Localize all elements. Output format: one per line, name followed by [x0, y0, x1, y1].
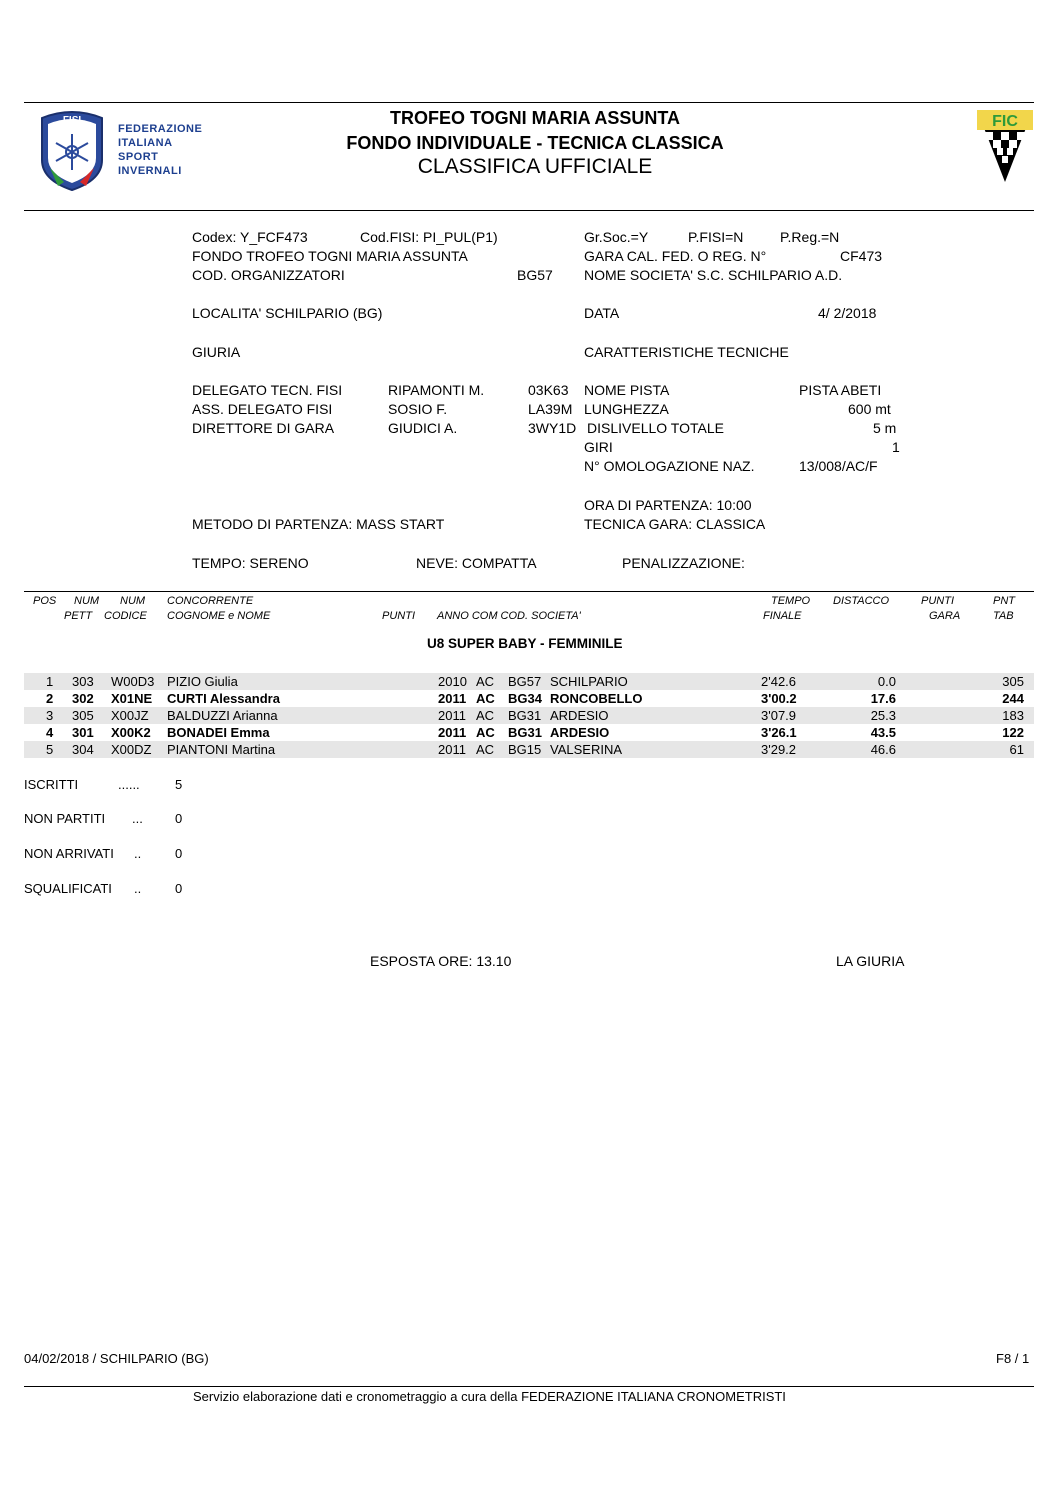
table-row	[24, 673, 1034, 690]
cell-pett: 301	[72, 725, 94, 740]
header-num: NUM	[74, 595, 100, 607]
cell-nome: PIANTONI Martina	[167, 742, 276, 757]
cell-anno: 2011	[438, 725, 467, 740]
stat-label: ISCRITTI	[24, 777, 79, 792]
cell-societa: ARDESIO	[550, 708, 609, 723]
official-name: RIPAMONTI M.	[388, 382, 485, 398]
lunghezza-label: LUNGHEZZA	[584, 401, 669, 417]
page-subtitle: FONDO INDIVIDUALE - TECNICA CLASSICA	[346, 133, 724, 153]
header-tab: TAB	[993, 610, 1014, 622]
cell-codice: X00K2	[111, 725, 151, 740]
stat-dots: ......	[118, 777, 140, 792]
cell-com: AC	[476, 674, 495, 689]
metodo-partenza: METODO DI PARTENZA: MASS START	[192, 516, 445, 532]
cod-org-value: BG57	[517, 267, 553, 283]
p-reg: P.Reg.=N	[780, 229, 840, 245]
fisi-logo-letters: FISI	[62, 115, 82, 126]
omologazione-label: N° OMOLOGAZIONE NAZ.	[584, 458, 755, 474]
esposta-ore: ESPOSTA ORE: 13.10	[370, 953, 512, 969]
table-row	[24, 707, 1034, 724]
cell-distacco: 0.0	[877, 674, 896, 689]
footer-rule	[24, 1386, 1034, 1387]
cell-codice: X01NE	[111, 691, 153, 706]
fisi-text-line: SPORT	[118, 151, 159, 163]
stat-dots: ..	[134, 846, 142, 861]
cell-com: AC	[476, 725, 495, 740]
cell-pos: 2	[46, 691, 54, 706]
cell-anno: 2010	[438, 674, 467, 689]
stat-value: 5	[175, 777, 183, 792]
cell-cod: BG15	[508, 742, 542, 757]
page-title: TROFEO TOGNI MARIA ASSUNTA	[390, 108, 680, 128]
giri-value: 1	[892, 439, 900, 455]
header-rule	[24, 210, 1034, 211]
cell-pnt: 305	[1002, 674, 1024, 689]
cell-com: AC	[476, 742, 495, 757]
la-giuria: LA GIURIA	[836, 953, 905, 969]
nome-pista-label: NOME PISTA	[584, 382, 670, 398]
gara-cal-label: GARA CAL. FED. O REG. N°	[584, 248, 767, 264]
header-codice: CODICE	[104, 610, 147, 622]
cell-distacco: 46.6	[870, 742, 896, 757]
header-concorrente: CONCORRENTE	[167, 595, 254, 607]
cell-pnt: 244	[1002, 691, 1024, 706]
cell-tempo: 3'29.2	[761, 742, 797, 757]
cell-pett: 305	[72, 708, 94, 723]
page-classification-title: CLASSIFICA UFFICIALE	[417, 155, 653, 178]
header-distacco: DISTACCO	[833, 595, 890, 607]
official-name: GIUDICI A.	[388, 420, 458, 436]
official-code: 3WY1D	[528, 420, 577, 436]
fisi-text-line: ITALIANA	[118, 137, 173, 149]
cell-nome: PIZIO Giulia	[167, 674, 238, 689]
cell-codice: X00JZ	[111, 708, 149, 723]
stat-dots: ..	[134, 881, 142, 896]
cell-cod: BG57	[508, 674, 542, 689]
nome-pista-value: PISTA ABETI	[799, 382, 882, 398]
cell-distacco: 17.6	[870, 691, 896, 706]
nome-societa: NOME SOCIETA' S.C. SCHILPARIO A.D.	[584, 267, 843, 283]
omologazione-value: 13/008/AC/F	[799, 458, 878, 474]
tempo-meteo: TEMPO: SERENO	[192, 555, 309, 571]
table-rule	[24, 591, 1034, 592]
localita: LOCALITA' SCHILPARIO (BG)	[192, 305, 383, 321]
cell-pnt: 61	[1009, 742, 1024, 757]
cell-pnt: 122	[1002, 725, 1024, 740]
cell-nome: BONADEI Emma	[167, 725, 270, 740]
stat-value: 0	[175, 811, 183, 826]
gara-cal-value: CF473	[840, 248, 883, 264]
official-role: ASS. DELEGATO FISI	[192, 401, 333, 417]
header-pnt: PNT	[993, 595, 1015, 607]
category-title: U8 SUPER BABY - FEMMINILE	[427, 636, 623, 651]
cell-cod: BG31	[508, 725, 542, 740]
neve: NEVE: COMPATTA	[416, 555, 537, 571]
official-role: DELEGATO TECN. FISI	[192, 382, 343, 398]
cod-fisi: Cod.FISI: PI_PUL(P1)	[360, 229, 498, 245]
fic-logo	[975, 108, 1035, 189]
official-code: LA39M	[528, 401, 573, 417]
tecnica-gara: TECNICA GARA: CLASSICA	[584, 516, 766, 532]
fisi-logo-text	[118, 122, 202, 178]
official-name: SOSIO F.	[388, 401, 448, 417]
cell-tempo: 3'07.9	[761, 708, 797, 723]
cell-anno: 2011	[438, 691, 467, 706]
cell-pos: 1	[46, 674, 54, 689]
stat-label: NON PARTITI	[24, 811, 106, 826]
header-tempo: TEMPO	[771, 595, 811, 607]
cod-org-label: COD. ORGANIZZATORI	[192, 267, 345, 283]
cell-nome: CURTI Alessandra	[167, 691, 280, 706]
codex: Codex: Y_FCF473	[192, 229, 308, 245]
top-rule	[24, 102, 1034, 103]
gr-soc: Gr.Soc.=Y	[584, 229, 649, 245]
giri-label: GIRI	[584, 439, 613, 455]
caratteristiche-label: CARATTERISTICHE TECNICHE	[584, 344, 789, 360]
cell-pett: 303	[72, 674, 94, 689]
cell-pos: 5	[46, 742, 54, 757]
cell-societa: RONCOBELLO	[550, 691, 643, 706]
cell-pett: 304	[72, 742, 94, 757]
footer-service: Servizio elaborazione dati e cronometraggio a cura della FEDERAZIONE ITALIANA CRONOMETRISTI	[193, 1389, 786, 1404]
footer-page: F8 / 1	[996, 1351, 1030, 1366]
fic-logo-letters: FIC	[992, 113, 1018, 130]
cell-anno: 2011	[438, 708, 466, 723]
cell-distacco: 25.3	[870, 708, 896, 723]
stat-value: 0	[175, 881, 183, 896]
data-value: 4/ 2/2018	[818, 305, 877, 321]
cell-societa: ARDESIO	[550, 725, 610, 740]
cell-societa: SCHILPARIO	[550, 674, 628, 689]
cell-com: AC	[476, 691, 495, 706]
lunghezza-value: 600 mt	[848, 401, 891, 417]
giuria-label: GIURIA	[192, 344, 241, 360]
header-cognome: COGNOME e NOME	[167, 610, 271, 622]
ora-partenza: ORA DI PARTENZA: 10:00	[584, 497, 752, 513]
cell-societa: VALSERINA	[550, 742, 623, 757]
stat-label: NON ARRIVATI	[24, 846, 114, 861]
cell-com: AC	[476, 708, 495, 723]
dislivello-value: 5 m	[873, 420, 897, 436]
cell-nome: BALDUZZI Arianna	[167, 708, 278, 723]
cell-cod: BG31	[508, 708, 542, 723]
dislivello-label: DISLIVELLO TOTALE	[587, 420, 724, 436]
table-row	[24, 741, 1034, 758]
official-role: DIRETTORE DI GARA	[192, 420, 335, 436]
penalizzazione: PENALIZZAZIONE:	[622, 555, 745, 571]
race-name: FONDO TROFEO TOGNI MARIA ASSUNTA	[192, 248, 468, 264]
table-row	[24, 690, 1034, 707]
cell-tempo: 2'42.6	[761, 674, 797, 689]
cell-distacco: 43.5	[870, 725, 896, 740]
p-fisi: P.FISI=N	[688, 229, 744, 245]
cell-codice: X00DZ	[111, 742, 152, 757]
stat-label: SQUALIFICATI	[24, 881, 112, 896]
header-pos: POS	[33, 595, 57, 607]
header-anno: ANNO COM COD. SOCIETA'	[437, 610, 581, 622]
fisi-text-line: FEDERAZIONE	[118, 123, 203, 135]
header-punti: PUNTI	[382, 610, 415, 622]
header-finale: FINALE	[763, 610, 802, 622]
header-punti-gara: PUNTI	[921, 595, 954, 607]
table-row	[24, 724, 1034, 741]
cell-tempo: 3'26.1	[761, 725, 797, 740]
footer-date-place: 04/02/2018 / SCHILPARIO (BG)	[24, 1351, 209, 1366]
stat-value: 0	[175, 846, 183, 861]
fisi-logo	[36, 108, 108, 197]
cell-pett: 302	[72, 691, 94, 706]
cell-pos: 3	[46, 708, 54, 723]
cell-anno: 2011	[438, 742, 466, 757]
stat-dots: ...	[132, 811, 143, 826]
cell-cod: BG34	[508, 691, 542, 706]
data-label: DATA	[584, 305, 620, 321]
cell-pnt: 183	[1002, 708, 1024, 723]
cell-codice: W00D3	[111, 674, 155, 689]
header-gara: GARA	[929, 610, 961, 622]
cell-tempo: 3'00.2	[761, 691, 797, 706]
header-pett: PETT	[64, 610, 93, 622]
official-code: 03K63	[528, 382, 569, 398]
header-num2: NUM	[120, 595, 146, 607]
fisi-text-line: INVERNALI	[118, 165, 182, 177]
cell-pos: 4	[46, 725, 54, 740]
